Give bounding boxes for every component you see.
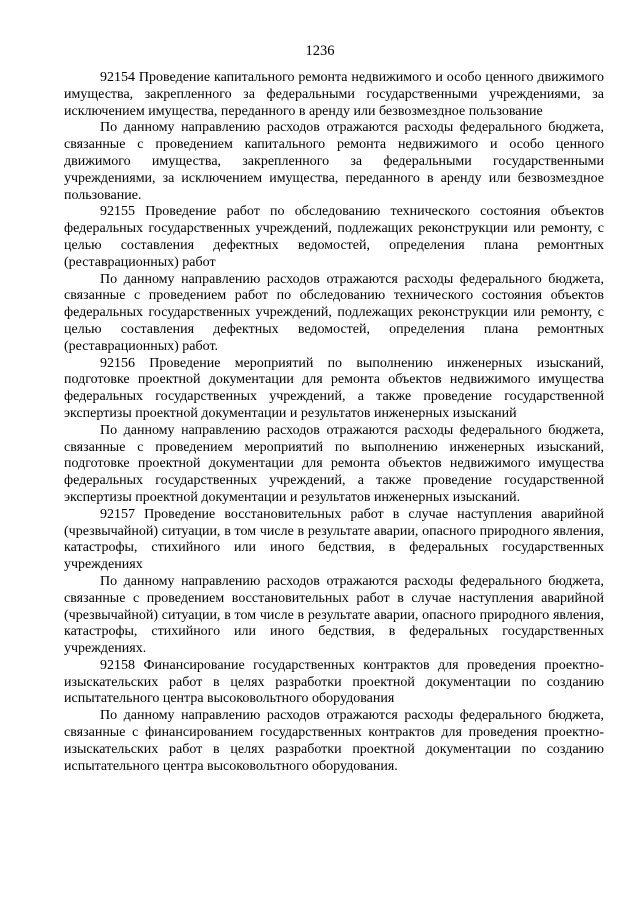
- paragraph-92157-title: 92157 Проведение восстановительных работ в случае наступления аварийной (чрезвычайной) ситуации, в том числе в результате аварии, опасного природного явления, катастрофы, стихийного или иного бедствия, в федеральных государственных учреждениях: [64, 506, 604, 573]
- paragraph-92155-title: 92155 Проведение работ по обследованию технического состояния объектов федеральных государственных учреждений, подлежащих реконструкции или ремонту, с целью составления дефектных ведомостей, определения плана ремонтных (реставрационных) работ: [64, 204, 604, 270]
- paragraph-92157-description: По данному направлению расходов отражаются расходы федерального бюджета, связанные с проведением восстановительных работ в случае наступления аварийной (чрезвычайной) ситуации, в том числе в результате аварии, опасного природного явления, катастрофы, стихийного или иного бедствия, в федеральных государственных учреждениях.: [64, 573, 604, 657]
- paragraph-92155-description: По данному направлению расходов отражаются расходы федерального бюджета, связанные с проведением работ по обследованию технического состояния объектов федеральных государственных учреждений, подлежащих реконструкции или ремонту, с целью составления дефектных ведомостей, определения плана ремонтных (реставрационных) работ.: [64, 271, 604, 354]
- paragraph-92156-description: По данному направлению расходов отражаются расходы федерального бюджета, связанные с проведением мероприятий по выполнению инженерных изысканий, подготовке проектной документации для ремонта объектов недвижимого имущества федеральных государственных учреждений, а также проведение государственной экспертизы проектной документации и результатов инженерных изысканий.: [64, 422, 604, 505]
- paragraph-92154-description: По данному направлению расходов отражаются расходы федерального бюджета, связанные с проведением капитального ремонта недвижимого и особо ценного движимого имущества, закрепленного за федеральными государственными учреждениями, за исключением имущества, переданного в аренду или безвозмездное пользование.: [64, 120, 604, 203]
- paragraph-92158-title: 92158 Финансирование государственных контрактов для проведения проектно-изыскательских работ в целях разработки проектной документации по созданию испытательного центра высоковольтного оборудования: [64, 657, 604, 707]
- page-number: 1236: [305, 43, 335, 59]
- document-body: [64, 70, 604, 775]
- paragraph-92156-title: 92156 Проведение мероприятий по выполнению инженерных изысканий, подготовке проектной документации для ремонта объектов недвижимого имущества федеральных государственных учреждений, а также проведение государственной экспертизы проектной документации и результатов инженерных изысканий: [64, 355, 604, 421]
- paragraph-92158-description: По данному направлению расходов отражаются расходы федерального бюджета, связанные с финансированием государственных контрактов для проведения проектно-изыскательских работ в целях разработки проектной документации по созданию испытательного центра высоковольтного оборудования.: [64, 708, 604, 774]
- paragraph-92154-title: 92154 Проведение капитального ремонта недвижимого и особо ценного движимого имущества, закрепленного за федеральными государственными учреждениями, за исключением имущества, переданного в аренду или безвозмездное пользование: [64, 70, 604, 119]
